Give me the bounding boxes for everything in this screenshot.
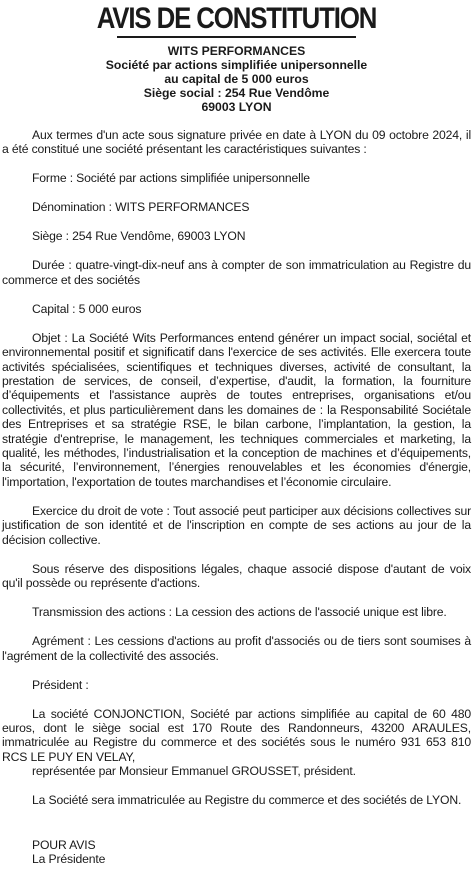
notice-body: [2, 128, 471, 866]
paragraph-represented: représentée par Monsieur Emmanuel GROUSSET, président.: [32, 764, 356, 779]
paragraph-forme: Forme : Société par actions simplifiée unipersonnelle: [32, 171, 310, 186]
paragraph-capital: Capital : 5 000 euros: [32, 301, 142, 316]
paragraph-denomination: Dénomination : WITS PERFORMANCES: [32, 200, 250, 215]
company-header: [0, 44, 473, 114]
paragraph-president: La société CONJONCTION, Société par actions simplifiée au capital de 60 480 euros, dont le siège social est 170 Route des Randonneurs, 43200 ARAULES, immatriculée au Registre du commerce et des sociétés sous le numéro 931 653 810 RCS LE PUY EN VELAY,: [2, 706, 471, 764]
company-name: WITS PERFORMANCES: [167, 44, 306, 58]
company-capital: au capital de 5 000 euros: [164, 72, 309, 86]
company-form: Société par actions simplifiée unipersonnelle: [105, 58, 368, 72]
closing-signatory: La Présidente: [32, 851, 106, 866]
paragraph-reserve: Sous réserve des dispositions légales, chaque associé dispose d'autant de voix qu'il possède ou représente d'actions.: [2, 561, 471, 591]
notice-title: AVIS DE CONSTITUTION: [96, 2, 377, 35]
closing-signature: [2, 838, 471, 867]
title-underline: [117, 36, 356, 38]
paragraph-duree: Durée : quatre-vingt-dix-neuf ans à compter de son immatriculation au Registre du commerce et des sociétés: [2, 258, 471, 287]
company-address: Siège social : 254 Rue Vendôme: [143, 86, 330, 100]
paragraph-vote: Exercice du droit de vote : Tout associé peut participer aux décisions collectives sur justification de son identité et de l'inscription en compte de ses actions au jour de la décision collective.: [2, 503, 471, 547]
closing-pour-avis: POUR AVIS: [32, 837, 96, 852]
paragraph-president-label: Président :: [32, 677, 89, 692]
paragraph-objet: Objet : La Société Wits Performances entend générer un impact social, sociétal et environnemental positif et significatif dans l'exercice de ses activités. Elle exercera toute activités spécialisées, scientifiques et techniques diverses, activité de consultant, la prestation de services, de conseil, d’expertise, d'audit, la formation, la fourniture d’équipements et l'assistance auprès de toutes entreprises, organisations et/ou collectivités, et plus particulièrement dans les domaines de : la Responsabilité Sociétale des Entreprises et sa stratégie RSE, le bilan carbone, l’implantation, la gestion, la stratégie d'entreprise, le management, les techniques commerciales et marketing, la qualité, les méthodes, l’industrialisation et la conception de machines et d’équipements, la sécurité, l’environnement, l’énergies renouvelables et les économies d'énergie, l'importation, l'exportation de toutes marchandises et l’économie circulaire.: [2, 330, 471, 489]
paragraph-agrement: Agrément : Les cessions d'actions au profit d'associés ou de tiers sont soumises à l'agrément de la collectivité des associés.: [2, 634, 471, 663]
paragraph-intro: Aux termes d'un acte sous signature privée en date à LYON du 09 octobre 2024, il a été constitué une société présentant les caractéristiques suivantes :: [2, 128, 471, 157]
paragraph-siege: Siège : 254 Rue Vendôme, 69003 LYON: [32, 229, 246, 244]
paragraph-transmission: Transmission des actions : La cession des actions de l'associé unique est libre.: [32, 605, 447, 620]
company-city: 69003 LYON: [201, 100, 272, 114]
paragraph-immatriculation: La Société sera immatriculée au Registre du commerce et des sociétés de LYON.: [32, 793, 462, 808]
